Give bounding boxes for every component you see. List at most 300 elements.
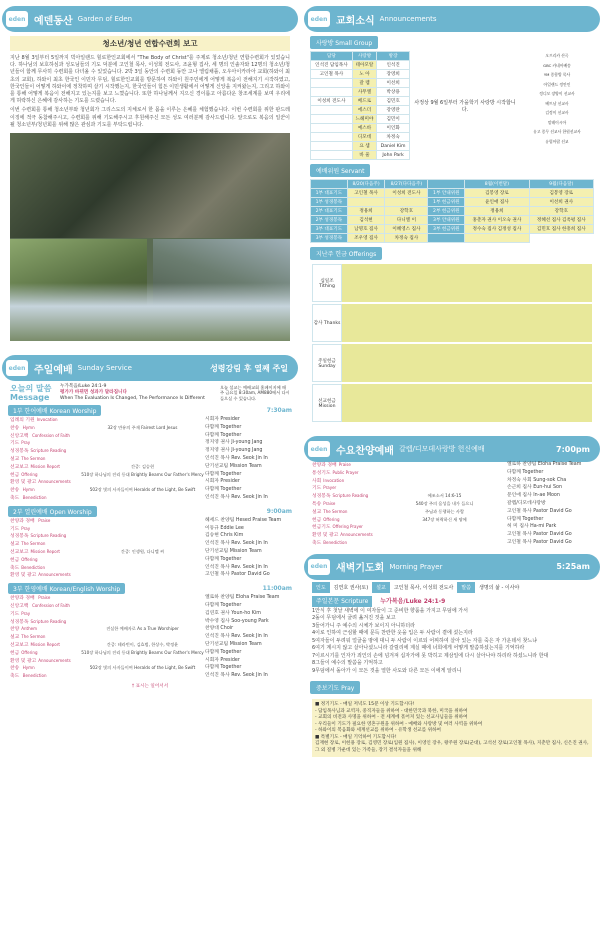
sg-cell: Daniel Kim [377, 142, 410, 151]
wed-item: 축도 Benediction [312, 539, 347, 546]
wed-row [312, 540, 592, 548]
left-column [2, 0, 298, 689]
service-leader: 단기선교팀 Mission Team [205, 548, 262, 554]
servant-cell: 3부 대표기도 [311, 225, 348, 234]
servant-cell [385, 198, 428, 207]
message-main [60, 384, 220, 402]
servant-cell: 김석현 [347, 216, 385, 225]
message-label: 오늘의 말씀 Message [10, 384, 52, 403]
service-item: 기도 Pray [10, 440, 31, 447]
service-item: 찬양과 경배 Praise [10, 595, 51, 602]
scripture-verse: 6여기 계시지 않고 살아나셨느니라 갈릴리에 계실 때에 너희에게 어떻게 말씀하셨는지를 기억하라 [312, 645, 525, 652]
service-leader: 다함께 Together [205, 665, 242, 671]
wed-time: 7:00pm [556, 444, 590, 454]
service-detail: 32장 만유의 주재 Fairest Lord Jesus [107, 424, 178, 430]
service-item-en: Pray [21, 610, 31, 616]
service-label: 3부 한영예배 Korean/English Worship [8, 583, 125, 594]
service-item: 찬송 Hymn [10, 665, 35, 672]
sg-region: 유고 종무 선교사 한원선교사 [533, 129, 581, 134]
sg-cell: 박상용 [377, 88, 410, 97]
service-item: 헌금 Offering [10, 649, 38, 656]
service-item-en: Praise [38, 517, 51, 523]
wed-item: 성경봉독 Scripture Reading [312, 493, 369, 500]
prayer-line: 김재현 장로, 이헌용 장로, 김영민 장로(입원 집사), 이영인 장우, 왕주원 장로(군대), 고석선 장로(고인철 목사), 지춘만 집사, 신은진 권사, 그 외 질병 가운데 있는 가족들, 장기 결석자들을 위해 [315, 741, 589, 753]
service-row [10, 572, 290, 580]
service-item-en: Benediction [22, 673, 47, 679]
sg-cell: 김민이 [377, 115, 410, 124]
wed-item-en: Announcements [340, 532, 373, 538]
service-detail [80, 611, 205, 619]
servant-cell: 차정숙 집사 [385, 234, 428, 243]
servant-row [311, 216, 594, 225]
eden-logo: eden [6, 11, 28, 27]
servant-cell: 김봉영 장로 [465, 189, 529, 198]
offering-amount [342, 384, 592, 422]
service-item-en: Hymn [22, 665, 35, 671]
sg-region: 유럽아랍 선교 [545, 138, 569, 144]
section-subtitle: Garden of Eden [77, 15, 133, 23]
service-leader: 엘로하 찬양팀 Eloha Praise Team [205, 595, 280, 601]
servant-head: 9월(다음달) [529, 180, 593, 189]
service-label: 1부 한어예배 Korean Worship [8, 405, 101, 416]
servant-cell: 남명호 집사 [347, 225, 385, 234]
prayer-line: - 교회의 비전과 사명을 위하여 - 전 세계에 흩어져 있는 선교사님들을 위하여 [315, 715, 468, 721]
footnote: † 표시는 일어서서 [131, 683, 169, 689]
announce-title: 교회소식 [336, 15, 375, 27]
service-row [10, 603, 290, 611]
scripture-verse: 9무덤에서 돌아가 이 모든 것을 열한 사도와 다른 모든 이에게 알리니 [312, 667, 462, 674]
sg-head: 방장 [377, 52, 410, 61]
wed-row [312, 462, 592, 470]
service-item: 찬양 Anthem [10, 626, 38, 633]
servant-cell: 이혜영스 집사 [385, 225, 428, 234]
wed-item-en: Public Prayer [332, 469, 359, 475]
offering-row [312, 384, 592, 422]
service-item-en: Offering [21, 649, 38, 655]
wed-header [304, 436, 600, 462]
sg-cell: 요 셉 [352, 142, 376, 151]
service-item-en: Anthem [21, 626, 38, 632]
service-time: 9:00am [266, 507, 292, 515]
service-item-en: Confession of Faith [32, 432, 70, 438]
service-item: 선교보고 Mission Report [10, 463, 60, 470]
service-leader: 고인철 목사 Pastor David Go [205, 572, 270, 578]
service-label: 2부 열린예배 Open Worship [8, 506, 97, 517]
prayer-line: - 하와이의 복음화와 세계선교를 위하여 - 유학생 선교를 위하여 [315, 728, 441, 734]
wed-row [312, 509, 592, 517]
offering-row [312, 344, 592, 382]
sg-cell: 예스바 [352, 124, 376, 133]
wed-leader: 문인애 집사 In-ae Moon [507, 493, 560, 499]
wed-leader: 차정숙 사회 Sung-sok Cha [507, 477, 567, 483]
service-row [10, 425, 290, 433]
servant-cell [428, 234, 465, 243]
service-item: 환영 및 광고 Announcements [10, 572, 71, 579]
sg-row [311, 124, 410, 133]
wed-item-en: The Sermon [323, 508, 348, 514]
service-item: 찬양과 경배 Praise [10, 517, 51, 524]
service-leader: 다함께 Together [205, 556, 242, 562]
service-leader: 다함께 Together [205, 432, 242, 438]
service-leader: 시회자 Presider [205, 657, 240, 663]
sg-cell: John Park [377, 151, 410, 160]
service-row [10, 417, 290, 425]
sg-region: 말레이시아 [547, 119, 567, 125]
wed-detail: 주님과 동행하는 사람 [424, 508, 465, 514]
sg-region: 베트남 선교사 [545, 100, 569, 106]
wed-item: 설교 The Sermon [312, 508, 348, 515]
servant-cell: 1부 헌금위원 [428, 198, 465, 207]
eden-logo: eden [308, 441, 330, 457]
sg-row [311, 133, 410, 142]
service-leader: 다함께 Together [205, 487, 242, 493]
service-detail [80, 495, 205, 503]
wed-row [312, 532, 592, 540]
service-item-en: Mission Report [30, 641, 60, 647]
sg-cell: 노 아 [352, 70, 376, 79]
service-item-en: Pray [21, 525, 31, 531]
dawn-time: 5:25am [556, 562, 590, 572]
sg-cell: 테아모알 [352, 61, 376, 70]
scripture-verse: 3들어가니 주 예수의 시체가 보이지 아니하더라 [312, 622, 415, 629]
message-title: 평가가 바뀌면 성과가 달라집니다 [60, 390, 127, 396]
service-item-en: Offering [21, 556, 38, 562]
service-item: 성경봉독 Scripture Reading [10, 618, 67, 625]
sg-cell: 인석진 담임목사 [311, 61, 353, 70]
service-item: 설교 The Sermon [10, 456, 46, 463]
dawn-info [312, 582, 592, 593]
service-header [8, 405, 292, 416]
sg-row [311, 88, 410, 97]
wed-item-en: Invocation [323, 477, 345, 483]
offering-amount [342, 264, 592, 302]
service-detail [80, 634, 205, 642]
wed-detail [382, 532, 507, 540]
servant-row [311, 234, 594, 243]
wed-item-en: Scripture Reading [332, 493, 369, 499]
service-leader: 정지영 권사 Ji-young Jang [205, 448, 263, 454]
service-row [10, 464, 290, 472]
servant-row [311, 207, 594, 216]
scripture-text [312, 608, 592, 676]
service-item: 축도 Benediction [10, 495, 47, 501]
wed-item: 환영 및 광고 Announcements [312, 532, 373, 539]
service-item-en: Offering [21, 471, 38, 477]
service-detail: 502장 빛의 사자들이여 Heralds of the Light, Be Swift [89, 665, 196, 671]
offering-category: 감사 Thanks [312, 304, 342, 342]
sg-cell: 사무엘 [352, 88, 376, 97]
wed-detail [382, 462, 507, 470]
service-row [10, 495, 290, 503]
service-row [10, 595, 290, 603]
scripture-verse: 2돌이 무덤에서 굴려 옮겨진 것을 보고 [312, 615, 396, 622]
sg-region: 정디모 장양이 선교사 [539, 91, 575, 96]
service-detail [80, 603, 205, 611]
servant-cell: 강학호 [529, 207, 593, 216]
sg-head: 사랑방 [352, 52, 376, 61]
wed-item-en: Prayer [323, 485, 337, 491]
servant-row [311, 225, 594, 234]
service-detail: 간증: 김승현 [131, 463, 154, 469]
sunday-subtitle: Sunday Service [77, 364, 132, 373]
sg-cell [311, 133, 353, 142]
sg-cell: 김민호 [377, 97, 410, 106]
wed-leader: 고인철 목사 Pastor David Go [507, 508, 572, 514]
service-detail [80, 533, 205, 541]
service-item-en: The Sermon [21, 456, 46, 462]
service-detail [80, 456, 205, 464]
dawn-info-value: 고인철 목사, 이성희 전도사 [393, 584, 454, 591]
sg-cell: 차정숙 [377, 133, 410, 142]
scripture-verse: 1안식 후 첫날 새벽에 이 여자들이 그 준비한 향품을 가지고 무덤에 가서 [312, 607, 468, 614]
wed-item: 헌금 Offering [312, 516, 340, 523]
servant-head: 8/20(다음주) [347, 180, 385, 189]
eden-logo: eden [308, 11, 330, 27]
sg-cell: 갈 렙 [352, 79, 376, 88]
announce-subtitle: Announcements [379, 15, 437, 23]
offering-row [312, 304, 592, 342]
service-detail [80, 417, 205, 425]
service-item: 설교 The Sermon [10, 634, 46, 641]
wed-item-en: Praise [323, 500, 336, 506]
scripture-label: 주일본문 Scripture [312, 596, 372, 607]
service-row [10, 634, 290, 642]
wed-item-en: Benediction [323, 539, 347, 545]
wed-detail: 347장 허락하신 새 땅에 [422, 516, 467, 522]
photo-jumping-group [10, 283, 290, 341]
servant-cell: 김봉영 장로 [529, 189, 593, 198]
service-item-en: Mission Report [30, 548, 60, 554]
service-header [8, 583, 292, 594]
service-item: 선교보고 Mission Report [10, 641, 60, 648]
sg-cell: 디모데 [352, 133, 376, 142]
wed-leader: 손근희 집사 Eun-hui Son [507, 485, 563, 491]
service-item: 헌금 Offering [10, 471, 38, 478]
service-row [10, 650, 290, 658]
sg-region: GBC 카네아배송 [543, 62, 571, 68]
servant-row [311, 198, 594, 207]
servant-cell: 고인철 목사 [347, 189, 385, 198]
wed-title: 수요찬양예배 [336, 445, 394, 457]
sg-region: 아일랜드 정안인 [543, 81, 571, 87]
service-row [10, 541, 290, 549]
service-item: 찬송 Hymn [10, 487, 35, 494]
wed-item-en: Offering Prayer [332, 524, 363, 530]
wed-item: 특송 Praise [312, 500, 336, 507]
wed-leader: 다함께 Together [507, 516, 544, 522]
servant-label: 예배위원 Servant [310, 164, 370, 177]
service-leader: 시회자 Presider [205, 479, 240, 485]
service-leader: 다함께 Together [205, 424, 242, 430]
servant-cell: 3부 성경봉독 [311, 234, 348, 243]
eden-header [2, 6, 298, 32]
service-item-en: Benediction [21, 564, 45, 570]
prayer-line: ■ 특별기도 - 매일 기억하여 기도합시다! [315, 734, 397, 740]
wed-row [312, 524, 592, 532]
service-leader: 인석진 목사 Rev. Seok Jin In [205, 541, 268, 547]
servant-cell: 김민호 집사 한흥희 집사 [529, 225, 593, 234]
wed-item: 사회 Invocation [312, 477, 345, 484]
service-item-en: Scripture Reading [30, 448, 67, 454]
service-item: 헌금 Offering [10, 556, 38, 563]
photo-worship [10, 133, 290, 238]
service-item: 환영 및 광고 Announcements [10, 479, 71, 486]
sg-cell: 고인철 목사 [311, 70, 353, 79]
wed-item-en: Praise [338, 462, 351, 467]
sg-cell [311, 142, 353, 151]
wed-row [312, 470, 592, 478]
service-leader: 이동규 Eddie Lee [205, 525, 244, 531]
eden-logo: eden [6, 360, 28, 376]
service-leader: 단기선교팀 Mission Team [205, 463, 262, 469]
servant-cell: 정수숙 집사 김정성 집사 [465, 225, 529, 234]
servant-cell: 3부 안내위원 [428, 216, 465, 225]
sg-region: 오프리카 산곡 [545, 53, 569, 58]
service-leader: 김승현 Chris Kim [205, 533, 244, 539]
scripture-verse: 5여자들이 두려워 얼굴을 땅에 대니 두 사람이 이르되 어찌하여 살아 있는 자를 죽은 자 가운데서 찾느냐 [312, 637, 538, 644]
service-detail [80, 448, 205, 456]
small-group-label: 사랑방 Small Group [310, 36, 378, 49]
service-item: 설교 The Sermon [10, 541, 46, 548]
sg-cell: 이성희 전도사 [311, 97, 353, 106]
service-item: 입례의 기원 Invocation [10, 417, 58, 424]
message-ref: 누가복음/Luke 24:1-9 [60, 384, 107, 390]
service-detail: 진실한 예배자로 As a True Worshiper [106, 626, 179, 632]
wed-order [304, 462, 600, 548]
service-item: 신앙고백 Confession of Faith [10, 602, 70, 609]
servant-cell: 2부 헌금위원 [428, 207, 465, 216]
scripture-verse: 7이르시기를 인자가 죄인의 손에 넘겨져 십자가에 못 박히고 제삼일에 다시 살아나야 하리라 하셨느니라 한대 [312, 652, 549, 659]
service-detail: 간증: 테라빈이, 김효범, 한상수, 박정윤 [106, 641, 179, 647]
dawn-info-value: 생명의 삶 - 이사야 [479, 584, 520, 591]
service-item-en: Invocation [36, 417, 58, 423]
service-row [10, 549, 290, 557]
sunday-title: 주일예배 [34, 364, 73, 376]
sg-cell [311, 151, 353, 160]
service-item: 찬송 Hymn [10, 424, 35, 431]
servant-cell: 이선희 권사 [529, 198, 593, 207]
service-item: 성경봉독 Scripture Reading [10, 533, 67, 540]
wed-item: 찬양과 경배 Praise [312, 462, 351, 468]
wed-item: 통성기도 Public Prayer [312, 469, 359, 476]
service-row [10, 557, 290, 565]
sg-cell [311, 79, 353, 88]
wed-detail: 에조소서 14:6-15 [427, 493, 462, 499]
sg-cell [311, 124, 353, 133]
offering-boxes [304, 264, 600, 422]
retreat-photo-collage [10, 133, 290, 341]
small-group-table [310, 51, 410, 160]
scripture-heading [312, 596, 592, 605]
service-item-en: Announcements [38, 657, 71, 663]
servant-cell: 정혜선 집사 김옥평 집사 [529, 216, 593, 225]
eden-logo: eden [308, 559, 330, 575]
servant-cell: 2부 대표기도 [311, 207, 348, 216]
service-item-en: Scripture Reading [30, 618, 67, 624]
service-item: 축도 Benediction [10, 564, 45, 571]
wed-leader: 허 미 집사 Ha-mi Park [507, 524, 557, 530]
service-item-en: Pray [21, 440, 31, 446]
service-item-en: Confession of Faith [32, 602, 70, 608]
sg-cell: 에스더 [352, 106, 376, 115]
service-row [10, 611, 290, 619]
service-item: 성경봉독 Scripture Reading [10, 448, 67, 455]
sg-cell: 강영란 [377, 106, 410, 115]
wed-detail [382, 478, 507, 486]
service-item: 기도 Pray [10, 525, 31, 532]
service-leader: 다함께 Together [205, 649, 242, 655]
wed-leader: 다함께 Together [507, 469, 544, 475]
sunday-header [2, 355, 298, 381]
scripture-verse: 8그들이 예수의 말씀을 기억하고 [312, 660, 383, 667]
sunday-week: 성령강림 후 열째 주일 [210, 363, 288, 373]
offering-category: 선교헌금 Mission [312, 384, 342, 422]
service-row [10, 448, 290, 456]
service-item-en: Praise [38, 595, 51, 601]
service-detail [80, 557, 205, 565]
sg-cell: 이선희 [377, 79, 410, 88]
sg-head-row [311, 52, 410, 61]
service-detail [80, 595, 205, 603]
prayer-line: - 우리들이 기도가 필요한 영혼구원을 위하여 - 예배와 사랑방 및 여러 사역을 위하여 [315, 721, 483, 727]
wed-row [312, 501, 592, 509]
sg-row [311, 142, 410, 151]
report-title: 청소년/청년 연합수련회 보고 [10, 36, 290, 51]
dawn-info-label: 인도 [312, 582, 330, 593]
prayer-line: ■ 정기기도 - 매일 저녁도 15분 이상 기도합시다! [315, 702, 415, 708]
servant-cell: 1부 대표기도 [311, 189, 348, 198]
sg-row [311, 70, 410, 79]
sg-cell: 장영희 [377, 70, 410, 79]
service-detail [80, 518, 205, 526]
sg-cell [311, 88, 353, 97]
sg-cell [311, 115, 353, 124]
sg-cell: 느헤미야 [352, 115, 376, 124]
service-leader: 시회자 Presider [205, 417, 240, 423]
wed-detail [382, 540, 507, 548]
service-row [10, 456, 290, 464]
sg-row [311, 106, 410, 115]
message-note: 오늘 설교는 예배교회 홈페이지에 매주 금요일 8:30am, AM880에서 다시 들으실 수 있습니다. [220, 384, 290, 401]
sg-row [311, 115, 410, 124]
service-item-en: The Sermon [21, 541, 46, 547]
service-item-en: Hymn [22, 424, 35, 430]
wed-item: 기도 Prayer [312, 485, 337, 492]
service-detail: 간증: 인생원, 다니엘 씨 [120, 548, 165, 554]
sg-head: 담당 [311, 52, 353, 61]
service-leader: 인석진 목사 Rev. Seok Jin In [205, 634, 268, 640]
wed-detail: 540장 주의 음성을 내가 들으니 [415, 500, 474, 506]
service-item: 기도 Pray [10, 610, 31, 617]
servant-cell: 조우영 집사 [347, 234, 385, 243]
servant-cell: 1부 성경봉독 [311, 198, 348, 207]
service-leader: 다함께 Together [205, 602, 242, 608]
offering-amount [342, 344, 592, 382]
service-header [8, 506, 292, 517]
servant-cell: 다니엘 이 [385, 216, 428, 225]
service-row [10, 673, 290, 681]
servant-table [310, 179, 594, 243]
wed-leader: 엘로하 찬양팀 Eloha Praise Team [507, 462, 582, 467]
sg-region: 김정이 선교사 [545, 110, 569, 115]
service-leader: 인석진 목사 Rev. Seok Jin In [205, 673, 268, 679]
sg-row [311, 61, 410, 70]
service-item: 선교보고 Mission Report [10, 548, 60, 555]
service-detail: 510장 하나님의 진리 등대 Brightly Beams Our Father's Mercy [81, 471, 204, 477]
servant-cell: 2부 성경봉독 [311, 216, 348, 225]
service-detail [80, 433, 205, 441]
service-item-en: Benediction [22, 495, 47, 500]
